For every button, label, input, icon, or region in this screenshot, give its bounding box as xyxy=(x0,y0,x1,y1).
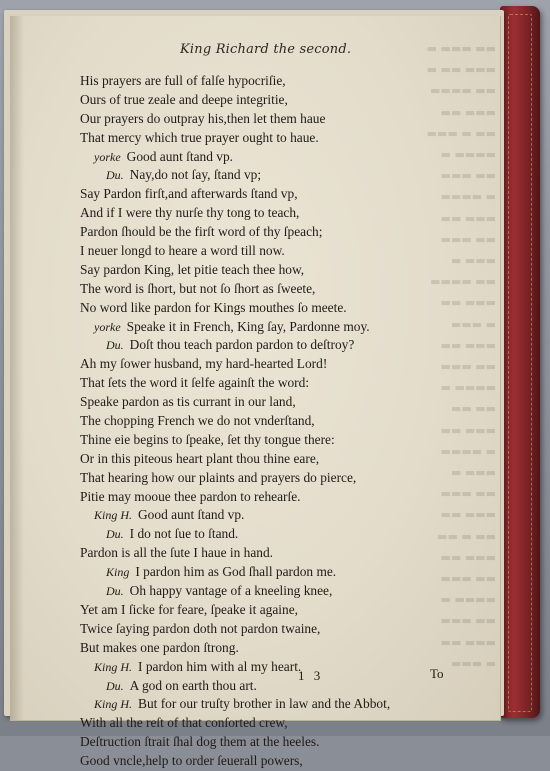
line-text: The chopping French we do not vnderſtand, xyxy=(80,413,315,429)
line-text: The word is ſhort, but not ſo ſhort as ſweete, xyxy=(80,280,316,296)
speaker-prefix: Du. xyxy=(106,527,124,542)
text-line xyxy=(80,204,480,223)
text-line xyxy=(80,733,480,752)
line-text: A god on earth thou art. xyxy=(129,677,257,693)
line-text: Pitie may mooue thee pardon to rehearſe. xyxy=(80,488,301,504)
line-text: But for our truſty brother in law and the Abbot, xyxy=(138,696,391,712)
book-page xyxy=(10,16,501,769)
text-line xyxy=(80,601,480,620)
speaker-prefix: yorke xyxy=(94,319,121,334)
text-line xyxy=(80,412,480,431)
text-line xyxy=(80,677,480,696)
speaker-prefix: Du. xyxy=(106,338,124,353)
text-line xyxy=(80,658,480,677)
text-line xyxy=(80,544,480,563)
text-line xyxy=(80,393,480,412)
line-text: Say pardon King, let pitie teach thee how, xyxy=(80,261,305,277)
catchword: To xyxy=(430,666,444,681)
text-line xyxy=(80,242,480,261)
binding-tooling xyxy=(508,14,532,712)
line-text: And if I were thy nurſe thy tong to teach, xyxy=(80,205,300,221)
line-text: Good aunt ſtand vp. xyxy=(138,507,245,523)
text-line xyxy=(80,166,480,185)
text-line xyxy=(80,91,480,110)
page-number: 1 3 xyxy=(298,668,324,683)
text-line xyxy=(80,261,480,280)
text-line xyxy=(80,110,480,129)
line-text: I pardon him with al my heart. xyxy=(138,658,302,674)
speaker-prefix: King H. xyxy=(94,697,133,712)
line-text: No word like pardon for Kings mouthes ſo meete. xyxy=(80,299,347,315)
speaker-prefix: King H. xyxy=(94,508,133,523)
page-gutter-shadow xyxy=(10,16,24,720)
text-line xyxy=(80,185,480,204)
text-line xyxy=(80,223,480,242)
text-line xyxy=(80,639,480,658)
text-line xyxy=(80,695,480,714)
running-head: King Richard the second. xyxy=(180,42,352,57)
line-text: That mercy which true prayer ought to haue. xyxy=(80,129,319,145)
line-text: I pardon him as God ſhall pardon me. xyxy=(135,564,337,580)
text-line xyxy=(80,488,480,507)
text-line xyxy=(80,72,480,91)
line-text: Speake pardon as tis currant in our land, xyxy=(80,394,296,410)
text-line xyxy=(80,525,480,544)
text-line xyxy=(80,318,480,337)
text-line xyxy=(80,620,480,639)
line-text: With all the reſt of that conſorted crew, xyxy=(80,715,288,731)
speaker-prefix: Du. xyxy=(106,678,124,693)
line-text: Say Pardon firſt,and afterwards ſtand vp, xyxy=(80,186,298,202)
line-text: Or in this piteous heart plant thou thine eare, xyxy=(80,450,320,466)
text-line xyxy=(80,506,480,525)
line-text: Our prayers do outpray his,then let them haue xyxy=(80,110,326,126)
line-text: That hearing how our plaints and prayers do pierce, xyxy=(80,469,357,485)
speaker-prefix: Du. xyxy=(106,168,124,183)
line-text: Pardon ſhould be the firſt word of thy ſpeach; xyxy=(80,224,323,240)
line-text: Oh happy vantage of a kneeling knee, xyxy=(129,583,333,599)
text-line xyxy=(80,129,480,148)
speaker-prefix: Du. xyxy=(106,584,124,599)
line-text: Good aunt ſtand vp. xyxy=(126,148,234,164)
line-text: Nay,do not ſay, ſtand vp; xyxy=(129,167,262,183)
text-block xyxy=(80,72,480,771)
page-stack xyxy=(4,10,504,769)
line-text: I do not ſue to ſtand. xyxy=(129,526,239,542)
line-text: That ſets the word it ſelfe againſt the word: xyxy=(80,375,310,391)
line-text: But makes one pardon ſtrong. xyxy=(80,639,239,655)
text-line xyxy=(80,374,480,393)
line-text: Thine eie begins to ſpeake, ſet thy tongue there: xyxy=(80,431,335,447)
line-text: Speake it in French, King ſay, Pardonne moy. xyxy=(126,318,370,334)
text-line xyxy=(80,714,480,733)
text-line xyxy=(80,563,480,582)
line-text: Good vncle,help to order ſeuerall powers, xyxy=(80,753,303,769)
line-text: Doſt thou teach pardon pardon to deſtroy? xyxy=(129,337,355,353)
line-text: Deſtruction ſtrait ſhal dog them at the heeles. xyxy=(80,734,320,750)
text-line xyxy=(80,280,480,299)
speaker-prefix: yorke xyxy=(94,149,121,164)
speaker-prefix: King H. xyxy=(94,659,133,674)
line-text: I neuer longd to heare a word till now. xyxy=(80,243,285,259)
text-line xyxy=(80,582,480,601)
line-text: Twice ſaying pardon doth not pardon twaine, xyxy=(80,620,321,636)
show-through-texture: ▬▬ ▬▬▬ ▬ ▬▬▬ ▬▬ ▬ ▬▬ ▬▬▬▬ ▬▬▬ ▬▬ ▬▬ ▬ ▬▬▬ ▬▬▬▬ ▬ ▬▬ ▬▬▬ ▬ ▬▬▬▬ ▬▬▬ ▬▬ ▬▬ ▬▬▬ ▬▬▬ ▬ ▬▬ ▬▬▬▬ ▬▬▬ ▬▬ ▬ ▬▬▬ ▬▬▬ ▬▬ ▬▬ ▬▬▬ ▬▬▬▬ ▬ ▬▬ ▬▬ ▬▬▬ ▬▬ ▬ ▬▬▬▬ ▬▬▬ ▬ ▬▬ ▬▬▬ ▬▬▬ ▬▬ ▬▬ ▬ ▬▬ ▬▬▬ ▬▬ ▬▬ ▬▬▬ ▬▬▬▬ ▬ ▬▬ ▬▬▬ ▬▬▬ ▬▬ ▬ ▬▬▬ xyxy=(426,42,496,670)
text-line xyxy=(80,148,480,167)
line-text: Ah my ſower husband, my hard-hearted Lord! xyxy=(80,356,328,372)
text-line xyxy=(80,752,480,771)
speaker-prefix: King xyxy=(106,565,130,580)
line-text: Ours of true zeale and deepe integritie, xyxy=(80,91,288,107)
line-text: His prayers are full of falſe hypocriſie, xyxy=(80,73,286,88)
text-line xyxy=(80,299,480,318)
text-line xyxy=(80,355,480,374)
text-line xyxy=(80,450,480,469)
text-line xyxy=(80,431,480,450)
line-text: Pardon is all the ſute I haue in hand. xyxy=(80,545,274,561)
line-text: Yet am I ſicke for feare, ſpeake it againe, xyxy=(80,601,298,617)
text-line xyxy=(80,336,480,355)
text-line xyxy=(80,469,480,488)
